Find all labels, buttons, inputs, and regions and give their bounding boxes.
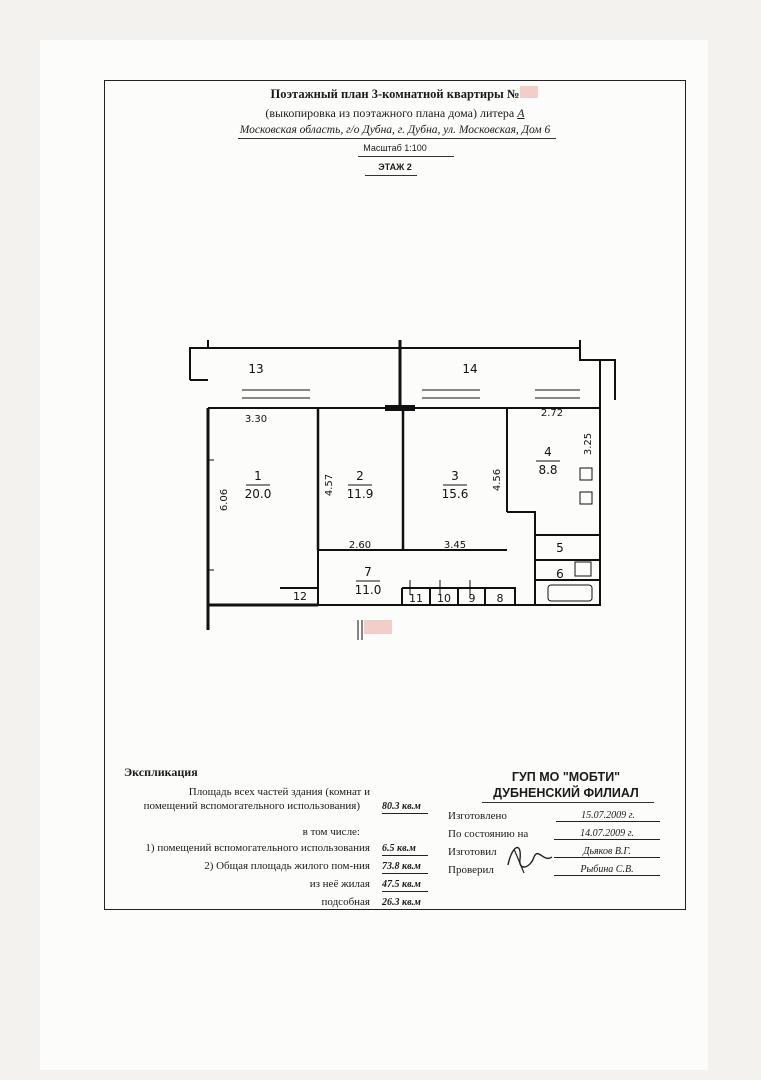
explication-value: 26.3 кв.м	[382, 896, 428, 910]
explication-title: Экспликация	[124, 765, 198, 779]
dimension-label: 4.56	[492, 468, 503, 492]
floor-underline	[365, 175, 417, 176]
room-number: 5	[556, 541, 564, 555]
room-number: 9	[468, 592, 476, 605]
dimension-label: 6.06	[219, 488, 230, 512]
explication-label: 1) помещений вспомогательного использования	[145, 842, 370, 854]
room-number: 12	[293, 590, 307, 603]
plan-title: Поэтажный план 3-комнатной квартиры №	[270, 87, 520, 101]
room-area: 8.8	[538, 463, 558, 477]
explication-label: подсобная	[321, 896, 370, 908]
signature-value: Рыбина С.В.	[554, 864, 660, 876]
dimension-label: 3.30	[244, 414, 268, 425]
scale-label: Масштаб 1:100	[363, 143, 427, 153]
room-area: 15.6	[441, 487, 469, 501]
room-number: 11	[409, 592, 423, 605]
room-number: 2	[356, 469, 364, 483]
signature-label: По состоянию на	[448, 828, 529, 840]
organization-branch: ДУБНЕНСКИЙ ФИЛИАЛ	[493, 786, 639, 800]
room-number: 3	[451, 469, 459, 483]
room-number: 8	[496, 592, 504, 605]
room-number: 14	[462, 362, 478, 376]
plan-subtitle	[104, 106, 686, 121]
explication-value: 6.5 кв.м	[382, 842, 428, 856]
dimension-label: 2.60	[348, 540, 372, 551]
litera-value: А	[517, 106, 525, 120]
room-area: 20.0	[244, 487, 272, 501]
explication-value: 73.8 кв.м	[382, 860, 428, 874]
signature-label: Изготовлено	[448, 810, 507, 822]
room-number: 7	[364, 565, 372, 579]
room-area: 11.9	[346, 487, 374, 501]
room-number: 6	[556, 567, 564, 581]
explication-label: помещений вспомогательного использования)	[143, 800, 360, 812]
room-number: 13	[248, 362, 264, 376]
room-number: 1	[254, 469, 262, 483]
signature-value: 14.07.2009 г.	[554, 828, 660, 840]
dimension-labels	[219, 408, 594, 551]
room-number: 10	[437, 592, 451, 605]
subtitle-text: (выкопировка из поэтажного плана дома) литера	[265, 106, 515, 120]
dimension-label: 2.72	[540, 408, 564, 419]
explication-label: в том числе:	[302, 826, 360, 838]
signature-value: Дьяков В.Г.	[554, 846, 660, 858]
explication-value: 80.3 кв.м	[382, 800, 428, 814]
address-underline	[238, 138, 556, 139]
red-stamp-mark	[364, 620, 392, 634]
signature-label: Изготовил	[448, 846, 497, 858]
dimension-label: 4.57	[324, 473, 335, 497]
floor-plan	[170, 340, 630, 640]
handwritten-signature	[500, 835, 560, 880]
explication-label: из неё жилая	[309, 878, 370, 890]
red-stamp-mark	[520, 86, 538, 98]
explication-value: 47.5 кв.м	[382, 878, 428, 892]
room-number: 4	[544, 445, 552, 459]
signature-value: 15.07.2009 г.	[556, 810, 660, 822]
scale-underline	[358, 156, 454, 157]
floor-label: ЭТАЖ 2	[378, 162, 412, 172]
organization-underline	[482, 802, 654, 803]
explication-label: 2) Общая площадь жилого пом-ния	[204, 860, 370, 872]
dimension-label: 3.45	[443, 540, 467, 551]
address: Московская область, г/о Дубна, г. Дубна, ул. Московская, Дом 6	[239, 124, 551, 136]
explication-label: Площадь всех частей здания (комнат и	[188, 786, 370, 798]
signature-label: Проверил	[448, 864, 494, 876]
dimension-label: 3.25	[583, 432, 594, 456]
room-area: 11.0	[354, 583, 382, 597]
organization-name: ГУП МО "МОБТИ"	[511, 770, 621, 784]
